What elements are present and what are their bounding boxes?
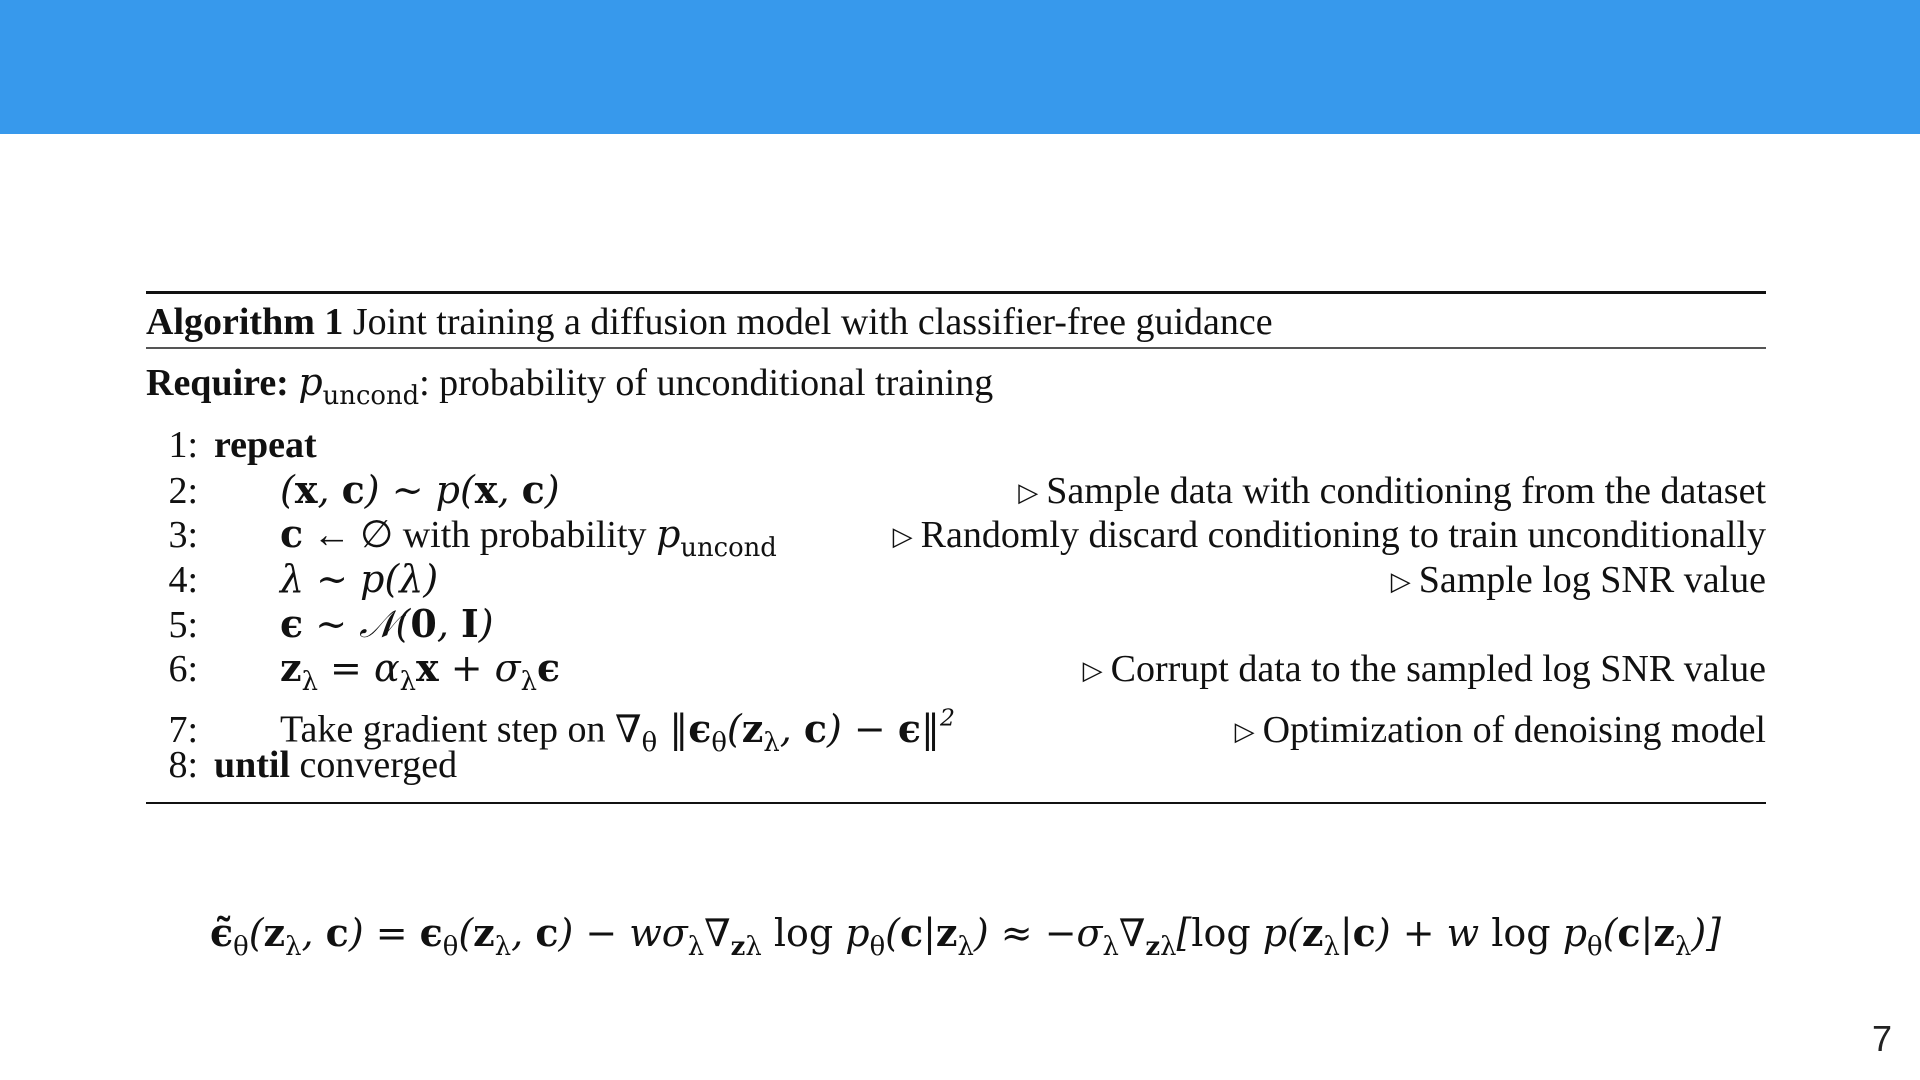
algorithm-label: Algorithm 1: [146, 301, 344, 343]
line-statement: $z_\lambda = \alpha_\lambda x + \sigma_\lambda\epsilon$: [280, 645, 561, 698]
algorithm-line-6: [146, 645, 1766, 698]
comment-triangle-icon: ▷: [1234, 716, 1255, 746]
comment-triangle-icon: ▷: [892, 522, 913, 552]
line-comment: ▷ Optimization of denoising model: [1234, 708, 1766, 751]
require-description: : probability of unconditional training: [419, 362, 994, 404]
algorithm-header-rule: [146, 347, 1766, 349]
line-number: 3:: [168, 514, 198, 557]
line-keyword: until: [214, 744, 291, 787]
algorithm-line-8: [146, 743, 1766, 788]
guidance-formula: $\epsiloñ_\theta(z_\lambda$, $c) = \epsilon_\theta(z_\lambda$, $c) - w\sigma_\lambda\nabla_{z\lambda}$ $\log p_\theta(c|z_\lambda) \approx -\sigma_\lambda\nabla_{z\lambda}[\log$ $p(z_\lambda|c) + w$ $\log p_\theta(c|z_\lambda)$]: [210, 910, 1721, 963]
line-statement: (x, c) ∼ p(x, c): [280, 466, 560, 512]
line-number: 6:: [168, 648, 198, 691]
algorithm-require: [146, 355, 1766, 423]
line-comment: ▷ Randomly discard conditioning to train unconditionally: [892, 514, 1766, 557]
line-number: 4:: [168, 559, 198, 602]
algorithm-caption: [146, 294, 1766, 347]
comment-triangle-icon: ▷: [1018, 477, 1039, 507]
line-statement: Take gradient step on $\nabla_\theta$ $‖\epsilon_\theta(z_\lambda$, c) − ϵ‖$^2$: [280, 703, 955, 758]
page-number: 7: [1871, 1018, 1892, 1059]
algorithm-title: Joint training a diffusion model with classifier-free guidance: [352, 301, 1273, 343]
line-number: 5:: [168, 603, 198, 646]
comment-triangle-icon: ▷: [1390, 567, 1411, 597]
line-comment: ▷ Sample log SNR value: [1390, 559, 1766, 602]
algorithm-line-7: [146, 691, 1766, 758]
comment-triangle-icon: ▷: [1082, 656, 1103, 686]
algorithm-bottom-rule: [146, 802, 1766, 804]
require-label: Require:: [146, 362, 289, 404]
line-keyword: repeat: [214, 424, 317, 467]
line-number: 2:: [168, 469, 198, 512]
line-comment: ▷ Sample data with conditioning from the dataset: [1018, 469, 1766, 512]
line-statement: ϵ ∼ 𝒩(0, I): [280, 600, 494, 646]
line-number: 8:: [168, 744, 198, 787]
algorithm-block: [146, 291, 1766, 804]
line-number: 7:: [168, 708, 198, 751]
line-number: 1:: [168, 424, 198, 467]
require-variable: $p_{uncond}$: [298, 360, 420, 412]
algorithm-line-1: [146, 423, 1766, 468]
algorithm-line-3: [146, 511, 1766, 564]
line-statement: λ ∼ p(λ): [280, 557, 439, 602]
line-statement: converged: [299, 744, 458, 787]
line-comment: ▷ Corrupt data to the sampled log SNR value: [1082, 648, 1766, 691]
algorithm-line-4: [146, 557, 1766, 602]
slide-header-bar: [0, 0, 1920, 134]
line-statement: c ← ∅ with probability $p_{uncond}$: [280, 511, 777, 564]
algorithm-line-5: [146, 602, 1766, 647]
algorithm-line-2: [146, 468, 1766, 513]
algorithm-lines: [146, 423, 1766, 788]
